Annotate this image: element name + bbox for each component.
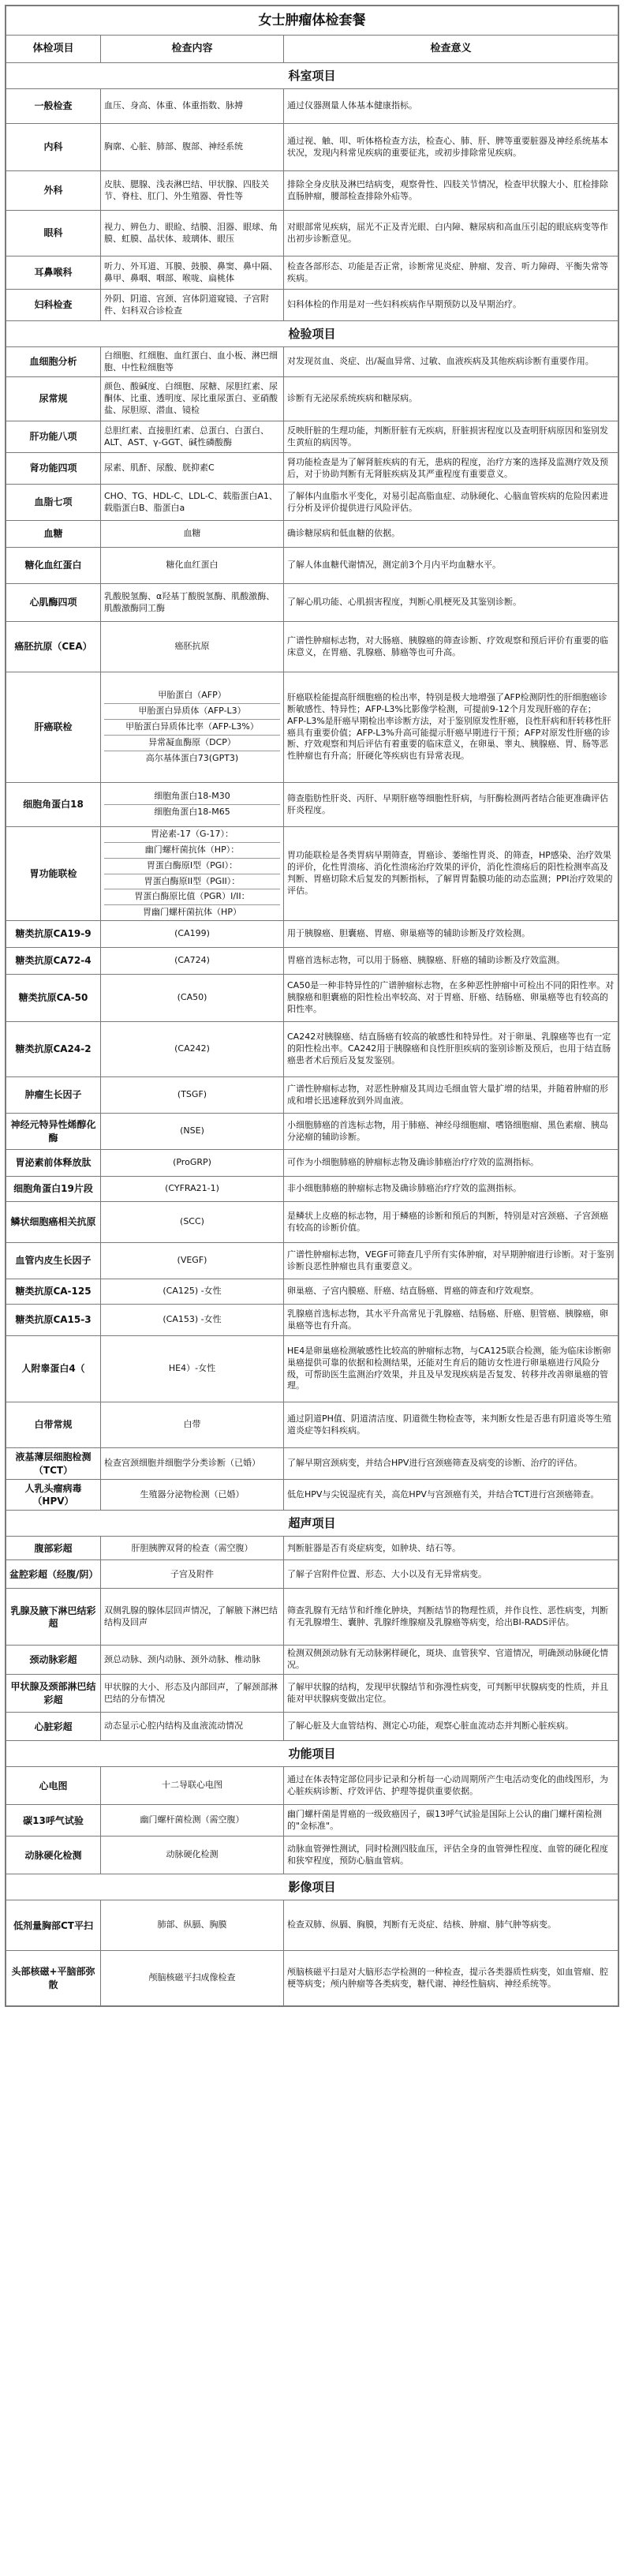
table-row [6,1022,618,1077]
item-name: 肾功能四项 [6,453,101,485]
table-row [6,1805,618,1837]
section-title: 超声项目 [6,1511,618,1537]
item-meaning: 排除全身皮肤及淋巴结病变，观察骨性、四肢关节情况，检查甲状腺大小、肛检排除直肠肿瘤，腰部检查排除外疝等。 [284,171,618,211]
item-content: 胸廓、心脏、肺部、腹部、神经系统 [101,124,284,171]
item-content: 血压、身高、体重、体重指数、脉搏 [101,89,284,124]
table-row [6,948,618,975]
item-content-sub: 胃蛋白酶原I型（PGI）： [104,858,280,874]
document-title: 女士肿瘤体检套餐 [6,6,618,36]
item-content: 白带 [101,1402,284,1448]
item-content: 子宫及附件 [101,1560,284,1589]
item-meaning: HE4是卵巢癌检测敏感性比较高的肿瘤标志物，与CA125联合检测，能为临床诊断卵巢癌提供可靠的依据和检测结果，还能对生育后的随访女性进行卵巢癌进行风险分级，可帮助医生监测治疗效果，并且及早发现疾病是否复发、转移并改善卵巢癌的管理。 [284,1336,618,1402]
item-content [101,672,284,783]
item-meaning: 检测双侧颈动脉有无动脉粥样硬化，斑块、血管狭窄、官道情况，明确颈动脉硬化情况。 [284,1646,618,1675]
item-content: (VEGF) [101,1243,284,1279]
item-content: 幽门螺杆菌检测（需空腹） [101,1805,284,1837]
header-item: 体检项目 [6,36,101,63]
item-name: 心脏彩超 [6,1713,101,1741]
item-name: 鳞状细胞癌相关抗原 [6,1202,101,1243]
table-row [6,1537,618,1560]
header-meaning: 检查意义 [284,36,618,63]
item-content: (TSGF) [101,1077,284,1114]
table-row [6,1202,618,1243]
item-meaning: 判断脏器是否有炎症病变，如肿块、结石等。 [284,1537,618,1560]
item-name: 血脂七项 [6,485,101,521]
item-content: (ProGRP) [101,1150,284,1177]
item-meaning: 通过仪器测量人体基本健康指标。 [284,89,618,124]
table-row [6,124,618,171]
item-name: 细胞角蛋白19片段 [6,1177,101,1202]
table-row [6,548,618,584]
table-row [6,453,618,485]
item-name: 糖类抗原CA15-3 [6,1305,101,1336]
item-content-sub: 幽门螺杆菌抗体（HP）： [104,842,280,858]
item-content-sub: 胃蛋白酶原比值（PGR）I/II： [104,889,280,904]
item-content: 听力、外耳道、耳膜、鼓膜、鼻窦、鼻中隔、鼻甲、鼻咽、咽部、喉咙、扁桃体 [101,256,284,290]
item-name: 碳13呼气试验 [6,1805,101,1837]
item-content: CHO、TG、HDL-C、LDL-C、载脂蛋白A1、载脂蛋白B、脂蛋白a [101,485,284,521]
item-name: 糖类抗原CA-125 [6,1279,101,1305]
item-meaning: 检查双肺、纵膈、胸膜，判断有无炎症、结核、肿瘤、肺气肿等病变。 [284,1900,618,1951]
table-row [6,1837,618,1874]
item-name: 内科 [6,124,101,171]
item-meaning: 对发现贫血、炎症、出/凝血异常、过敏、血液疾病及其他疾病诊断有重要作用。 [284,347,618,377]
item-content-sub: 甲胎蛋白异质体（AFP-L3） [104,703,280,719]
item-name: 糖化血红蛋白 [6,548,101,584]
item-name: 妇科检查 [6,290,101,321]
item-name: 眼科 [6,211,101,256]
item-content: 颅脑核磁平扫成像检查 [101,1951,284,2006]
item-content: (NSE) [101,1114,284,1150]
item-name: 人附睾蛋白4（ [6,1336,101,1402]
item-content: 皮肤、腮腺、浅表淋巴结、甲状腺、四肢关节、脊柱、肛门、外生殖器、骨性等 [101,171,284,211]
table-row [6,1767,618,1805]
item-meaning: 非小细胞肺癌的肿瘤标志物及确诊肺癌治疗疗效的监测指标。 [284,1177,618,1202]
item-meaning: 了解体内血脂水平变化，对易引起高脂血症、动脉硬化、心脑血管疾病的危险因素进行分析及评价提供进行风险评估。 [284,485,618,521]
item-content: 乳酸脱氢酶、α羟基丁酸脱氢酶、肌酸激酶、肌酸激酶同工酶 [101,584,284,622]
section-header [6,1511,618,1537]
item-name: 糖类抗原CA19-9 [6,921,101,948]
item-name: 糖类抗原CA72-4 [6,948,101,975]
table-row [6,622,618,672]
item-meaning: 卵巢癌、子宫内膜癌、肝癌、结直肠癌、胃癌的筛查和疗效观察。 [284,1279,618,1305]
table-row [6,290,618,321]
item-content: 颜色、酸碱度、白细胞、尿糖、尿胆红素、尿酮体、比重、透明度、尿比重尿蛋白、亚硝酸盐、尿胆原、潜血、镜检 [101,377,284,421]
item-meaning: 了解子宫附件位置、形态、大小以及有无异常病变。 [284,1560,618,1589]
item-meaning: 对眼部常见疾病，屈光不正及青光眼、白内障、糖尿病和高血压引起的眼底病变等作出初步诊断意见。 [284,211,618,256]
table-row [6,1646,618,1675]
table-row [6,1150,618,1177]
item-name: 肝功能八项 [6,421,101,453]
item-meaning: 了解心肌功能、心肌损害程度，判断心肌梗死及其鉴别诊断。 [284,584,618,622]
item-meaning: 颅脑核磁平扫是对大脑形态学检测的一种检查，提示各类器质性病变，如血管瘤、腔梗等病变；颅内肿瘤等各类病变，糖代谢、神经性脑病、神经系统等。 [284,1951,618,2006]
document [5,5,619,2007]
item-content: 外阴、阴道、宫颈、宫体阴道窥镜、子宫附件、妇科双合诊检查 [101,290,284,321]
item-meaning: 是鳞状上皮癌的标志物，用于鳞癌的诊断和预后的判断，特别是对宫颈癌、子宫颈癌有较高的诊断价值。 [284,1202,618,1243]
item-meaning: 诊断有无泌尿系统疾病和糖尿病。 [284,377,618,421]
item-meaning: 妇科体检的作用是对一些妇科疾病作早期预防以及早期治疗。 [284,290,618,321]
section-title: 科室项目 [6,63,618,89]
section-header [6,63,618,89]
item-meaning: 肾功能检查是为了解肾脏疾病的有无，患病的程度，治疗方案的选择及监测疗效及预后，对于协助判断有无肾脏疾病及其严重程度有重要意义。 [284,453,618,485]
item-meaning: 胃癌首选标志物，可以用于肠癌、胰腺癌、肝癌的辅助诊断及疗效监测。 [284,948,618,975]
item-meaning: 用于胰腺癌、胆囊癌、胃癌、卵巢癌等的辅助诊断及疗效检测。 [284,921,618,948]
table-row [6,211,618,256]
table-row [6,975,618,1022]
item-content: 动态显示心腔内结构及血液流动情况 [101,1713,284,1741]
item-content: 肺部、纵膈、胸膜 [101,1900,284,1951]
item-content: (CA125) -女性 [101,1279,284,1305]
item-name: 癌胚抗原（CEA） [6,622,101,672]
item-name: 外科 [6,171,101,211]
item-meaning: 筛查乳腺有无结节和纤维化肿块，判断结节的物理性质，并作良性、恶性病变，判断有无乳腺增生、囊肿、乳腺纤维腺瘤及乳腺癌等病变，给出BI-RADS评估。 [284,1589,618,1646]
item-content-sub: 异常凝血酶原（DCP） [104,735,280,751]
table-body [6,63,618,2006]
item-content [101,783,284,827]
section-header [6,1741,618,1767]
header-content: 检查内容 [101,36,284,63]
item-content: 颈总动脉、颈内动脉、颈外动脉、椎动脉 [101,1646,284,1675]
item-content-sub: 甲胎蛋白（AFP） [158,690,226,701]
item-meaning: CA50是一种非特异性的广谱肿瘤标志物，在多种恶性肿瘤中可检出不同的阳性率。对胰腺癌和胆囊癌的阳性检出率较高、对于胃癌、肝癌、结肠癌、卵巢癌等也有较高的阳性率。 [284,975,618,1022]
section-title: 影像项目 [6,1874,618,1900]
item-content: 肝胆胰脾双肾的检查（需空腹） [101,1537,284,1560]
item-name: 心肌酶四项 [6,584,101,622]
item-meaning: 胃功能联检是各类胃病早期筛查，胃癌诊、萎缩性胃炎、的筛查，HP感染、治疗效果的评价，化性胃溃疡、消化性溃疡治疗效果的评价，消化性溃疡后的阳性检测率高及判断、胃癌切除术后复发的判断指标，了解胃胃黏膜功能的动态监测；PPI治疗效果的评估。 [284,827,618,921]
table-row [6,1448,618,1480]
table-row [6,485,618,521]
item-content [101,827,284,921]
item-meaning: 了解人体血糖代谢情况，测定前3个月内平均血糖水平。 [284,548,618,584]
item-name: 血细胞分析 [6,347,101,377]
item-content-sub: 高尔基体蛋白73(GPT3) [104,751,280,766]
item-name: 甲状腺及颈部淋巴结彩超 [6,1675,101,1713]
section-title: 功能项目 [6,1741,618,1767]
item-content: (CA242) [101,1022,284,1077]
item-content-sub: 胃蛋白酶原II型（PGII）： [104,874,280,889]
item-meaning: 了解心脏及大血管结构、测定心功能，观察心脏血流动态并判断心脏疾病。 [284,1713,618,1741]
item-content: 生殖器分泌物检测（已婚） [101,1480,284,1511]
table-row [6,1305,618,1336]
table-row [6,827,618,921]
item-content-sub: 细胞角蛋白18-M30 [154,791,230,802]
item-name: 血糖 [6,521,101,548]
item-content: (CA50) [101,975,284,1022]
item-meaning: 确诊糖尿病和低血糖的依据。 [284,521,618,548]
item-name: 糖类抗原CA-50 [6,975,101,1022]
table-row [6,1900,618,1951]
table-row [6,421,618,453]
item-meaning: CA242对胰腺癌、结直肠癌有较高的敏感性和特异性。对于卵巢、乳腺癌等也有一定的阳性检出率。CA242用于胰腺癌和良性肝胆疾病的鉴别诊断及预后，也用于结直肠癌患者术后预后及复发鉴别。 [284,1022,618,1077]
table-row [6,1177,618,1202]
item-content: 十二导联心电图 [101,1767,284,1805]
item-content: 白细胞、红细胞、血红蛋白、血小板、淋巴细胞、中性粒细胞等 [101,347,284,377]
item-name: 腹部彩超 [6,1537,101,1560]
item-name: 糖类抗原CA24-2 [6,1022,101,1077]
item-name: 细胞角蛋白18 [6,783,101,827]
item-meaning: 广谱性肿瘤标志物，对恶性肿瘤及其周边毛细血管大量扩增的结果，并随着肿瘤的形成和增长迅速释放到外周血液。 [284,1077,618,1114]
table-row [6,1713,618,1741]
item-content: (CA153) -女性 [101,1305,284,1336]
table-row [6,1243,618,1279]
item-content: 尿素、肌酐、尿酸、胱抑素C [101,453,284,485]
table-row [6,1560,618,1589]
item-meaning: 乳腺癌首选标志物，其水平升高常见于乳腺癌、结肠癌、肝癌、胆管癌、胰腺癌，卵巢癌等也有升高。 [284,1305,618,1336]
table-row [6,1336,618,1402]
item-content: 甲状腺的大小、形态及内部回声，了解颈部淋巴结的分布情况 [101,1675,284,1713]
checkup-table [6,6,618,2006]
item-name: 盆腔彩超（经腹/阴） [6,1560,101,1589]
item-name: 肿瘤生长因子 [6,1077,101,1114]
item-meaning: 通过阴道PH值、阴道清洁度、阴道微生物检查等，来判断女性是否患有阴道炎等生殖道炎症等妇科疾病。 [284,1402,618,1448]
section-title: 检验项目 [6,321,618,347]
item-meaning: 小细胞肺癌的首选标志物，用于肺癌、神经母细胞瘤、嗜铬细胞瘤、黑色素瘤、胰岛分泌瘤的辅助诊断。 [284,1114,618,1150]
table-row [6,1114,618,1150]
item-content: (CA724) [101,948,284,975]
item-content: HE4）-女性 [101,1336,284,1402]
table-row [6,1951,618,2006]
item-name: 人乳头瘤病毒（HPV） [6,1480,101,1511]
item-content: 检查宫颈细胞并细胞学分类诊断（已婚） [101,1448,284,1480]
item-meaning: 广谱性肿瘤标志物，VEGF可筛查几乎所有实体肿瘤，对早期肿瘤进行诊断。对于鉴别诊断良恶性肿瘤也具有重要意义。 [284,1243,618,1279]
table-row [6,1279,618,1305]
table-row [6,672,618,783]
item-name: 乳腺及腋下淋巴结彩超 [6,1589,101,1646]
table-row [6,377,618,421]
item-name: 头部核磁+平脑部弥散 [6,1951,101,2006]
item-name: 白带常规 [6,1402,101,1448]
item-content: 总胆红素、直接胆红素、总蛋白、白蛋白、ALT、AST、γ-GGT、碱性磷酸酶 [101,421,284,453]
table-row [6,256,618,290]
item-name: 液基薄层细胞检测（TCT） [6,1448,101,1480]
item-meaning: 筛查脂肪性肝炎、丙肝、早期肝癌等细胞性肝病，与肝酶检测两者结合能更准确评估肝炎程度。 [284,783,618,827]
item-content: 动脉硬化检测 [101,1837,284,1874]
item-meaning: 了解早期宫颈病变，并结合HPV进行宫颈癌筛查及病变的诊断、治疗的评估。 [284,1448,618,1480]
item-meaning: 可作为小细胞肺癌的肿瘤标志物及确诊肺癌治疗疗效的监测指标。 [284,1150,618,1177]
item-content: (CYFRA21-1) [101,1177,284,1202]
item-name: 动脉硬化检测 [6,1837,101,1874]
table-row [6,1402,618,1448]
item-meaning: 通过视、触、叩、听体格检查方法，检查心、肺、肝、脾等重要脏器及神经系统基本状况，发现内科常见疾病的重要征兆，或初步排除常见疾病。 [284,124,618,171]
table-row [6,521,618,548]
item-content: 视力、辨色力、眼睑、结膜、泪器、眼球、角膜、虹膜、晶状体、玻璃体、眼压 [101,211,284,256]
item-name: 耳鼻喉科 [6,256,101,290]
section-header [6,1874,618,1900]
item-content-sub: 胃幽门螺杆菌抗体（HP） [104,904,280,920]
item-name: 胃功能联检 [6,827,101,921]
table-row [6,1675,618,1713]
table-row [6,1589,618,1646]
item-meaning: 动脉血管弹性测试，同时检测四肢血压，评估全身的血管弹性程度、血管的硬化程度和狭窄程度，预防心脑血管病。 [284,1837,618,1874]
item-name: 心电图 [6,1767,101,1805]
table-row [6,171,618,211]
item-name: 肝癌联检 [6,672,101,783]
table-row [6,921,618,948]
item-name: 神经元特异性烯醇化酶 [6,1114,101,1150]
item-content: (CA199) [101,921,284,948]
item-meaning: 反映肝脏的生理功能，判断肝脏有无疾病，肝脏损害程度以及查明肝病原因和鉴别发生黄疸的病因等。 [284,421,618,453]
item-name: 胃泌素前体释放肽 [6,1150,101,1177]
item-meaning: 肝癌联检能提高肝细胞癌的检出率，特别是极大地增强了AFP检测阴性的肝细胞癌诊断敏感性、特异性；AFP-L3%比影像学检测，可提前9-12个月发现肝癌的存在；AFP-L3%是肝癌早期检出率诊断方法，对于鉴别原发性肝癌，良性肝病和肝转移性肝癌具有重要价值；AFP-L3%升高可能提示肝癌早期进行干预；AFP对原发性肝癌的诊断、疗效观察和判后评估有着重要的临床意义，在卵巢、睾丸、胰腺癌、胃、肠等恶性肿瘤也有升高；肝硬化等疾病也有异常表现。 [284,672,618,783]
item-content: 双侧乳腺的腺体层回声情况，了解腋下淋巴结结构及回声 [101,1589,284,1646]
item-name: 血管内皮生长因子 [6,1243,101,1279]
item-content: 癌胚抗原 [101,622,284,672]
item-content: (SCC) [101,1202,284,1243]
table-row [6,347,618,377]
item-content: 糖化血红蛋白 [101,548,284,584]
item-content-sub: 细胞角蛋白18-M65 [104,804,280,820]
table-row [6,89,618,124]
table-row [6,783,618,827]
item-content: 血糖 [101,521,284,548]
item-name: 低剂量胸部CT平扫 [6,1900,101,1951]
table-row [6,1077,618,1114]
item-name: 颈动脉彩超 [6,1646,101,1675]
item-meaning: 低危HPV与尖锐湿疣有关，高危HPV与宫颈癌有关，并结合TCT进行宫颈癌筛查。 [284,1480,618,1511]
section-header [6,321,618,347]
item-content-sub: 胃泌素-17（G-17）： [151,829,234,839]
item-meaning: 广谱性肿瘤标志物，对大肠癌、胰腺癌的筛查诊断、疗效观察和预后评价有重要的临床意义，在胃癌、乳腺癌、肺癌等也可升高。 [284,622,618,672]
item-meaning: 幽门螺杆菌是胃癌的一级致癌因子，碳13呼气试验是国际上公认的幽门螺杆菌检测的"金标准"。 [284,1805,618,1837]
item-meaning: 检查各部形态、功能是否正常，诊断常见炎症、肿瘤、发音、听力障碍、平衡失常等疾病。 [284,256,618,290]
item-name: 一般检查 [6,89,101,124]
item-content-sub: 甲胎蛋白异质体比率（AFP-L3%） [104,719,280,735]
table-row [6,1480,618,1511]
item-name: 尿常规 [6,377,101,421]
table-row [6,584,618,622]
item-meaning: 了解甲状腺的结构，发现甲状腺结节和弥漫性病变，可判断甲状腺病变的性质，并且能对甲状腺病变做出定位。 [284,1675,618,1713]
item-meaning: 通过在体表特定部位同步记录和分析每一心动周期所产生电活动变化的曲线图形，为心脏疾病诊断、疗效评估、护理等提供重要依据。 [284,1767,618,1805]
